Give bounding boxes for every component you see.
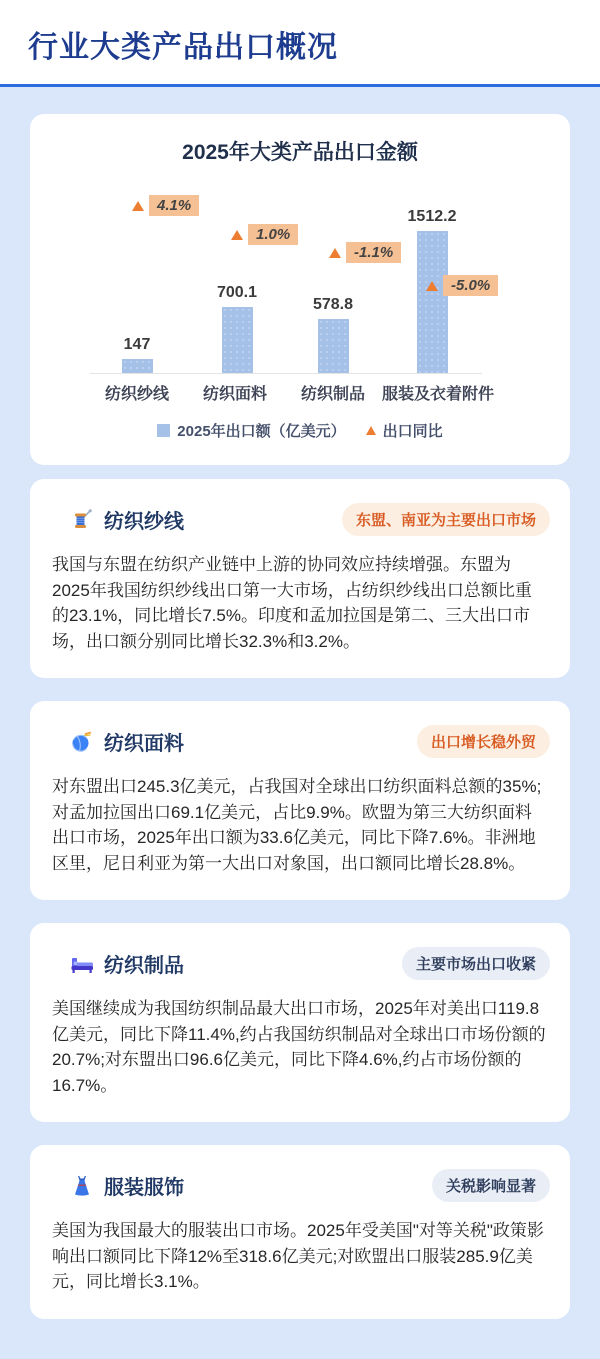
section-card-yarn bbox=[30, 479, 570, 678]
bar-column bbox=[107, 336, 167, 373]
chart-card bbox=[30, 114, 570, 465]
bar-swatch-icon bbox=[157, 424, 170, 437]
yoy-marker bbox=[426, 275, 498, 296]
bar-column bbox=[207, 284, 267, 373]
x-axis-label: 纺织纱线 bbox=[104, 386, 169, 403]
section-card-fabric bbox=[30, 701, 570, 900]
up-triangle-icon bbox=[231, 230, 243, 240]
x-axis-labels bbox=[88, 381, 570, 404]
chart-legend bbox=[30, 420, 570, 441]
bar bbox=[417, 231, 448, 373]
bar-value-label: 1512.2 bbox=[407, 208, 457, 225]
bar-value-label: 578.8 bbox=[312, 296, 354, 313]
section-badge: 主要市场出口收紧 bbox=[402, 947, 550, 980]
bar-column bbox=[303, 296, 363, 373]
yoy-badge: -5.0% bbox=[443, 275, 498, 296]
yoy-badge: 4.1% bbox=[149, 195, 199, 216]
bar-value-label: 147 bbox=[123, 336, 151, 353]
page-title: 行业大类产品出口概况 bbox=[28, 31, 338, 64]
legend-label: 2025年出口额（亿美元） bbox=[177, 423, 346, 440]
section-header bbox=[50, 503, 550, 536]
section-card-apparel bbox=[30, 1145, 570, 1319]
yoy-marker bbox=[132, 195, 199, 216]
x-axis-label: 纺织制品 bbox=[300, 386, 365, 403]
bar bbox=[318, 319, 349, 373]
section-badge: 出口增长稳外贸 bbox=[417, 725, 550, 758]
up-triangle-icon bbox=[366, 426, 376, 435]
legend-item bbox=[366, 420, 443, 441]
section-body: 我国与东盟在纺织产业链中上游的协同效应持续增强。东盟为2025年我国纺织纱线出口第一大市场，占纺织纱线出口总额比重的23.1%，同比增长7.5%。印度和孟加拉国是第二、三大出口市场，出口额分别同比增长32.3%和3.2%。 bbox=[52, 555, 532, 651]
section-header bbox=[50, 1169, 550, 1202]
page-header bbox=[0, 0, 600, 84]
section-header bbox=[50, 725, 550, 758]
content-panel bbox=[0, 87, 600, 1359]
legend-item bbox=[157, 420, 345, 441]
dress-icon bbox=[70, 1174, 94, 1198]
section-badge: 东盟、南亚为主要出口市场 bbox=[342, 503, 550, 536]
yarn-ball-icon bbox=[70, 730, 94, 754]
section-badge: 关税影响显著 bbox=[432, 1169, 550, 1202]
section-title: 纺织纱线 bbox=[104, 511, 184, 533]
thread-spool-icon bbox=[70, 508, 94, 532]
section-card-products bbox=[30, 923, 570, 1122]
bed-icon bbox=[70, 952, 94, 976]
up-triangle-icon bbox=[329, 248, 341, 258]
bar-value-label: 700.1 bbox=[216, 284, 258, 301]
x-axis-label: 服装及衣着附件 bbox=[382, 386, 495, 403]
yoy-marker bbox=[329, 242, 401, 263]
legend-label: 出口同比 bbox=[382, 423, 443, 440]
section-body: 美国继续成为我国纺织制品最大出口市场，2025年对美出口119.8亿美元，同比下降11.4%,约占我国纺织制品对全球出口市场份额的20.7%;对东盟出口96.6亿美元，同比下降4.6%,约占市场份额的16.7%。 bbox=[52, 999, 546, 1095]
yoy-badge: 1.0% bbox=[248, 224, 298, 245]
bar-chart bbox=[30, 174, 570, 374]
up-triangle-icon bbox=[132, 201, 144, 211]
x-axis-label: 纺织面料 bbox=[202, 386, 267, 403]
bar bbox=[222, 307, 253, 373]
section-title: 服装服饰 bbox=[104, 1177, 184, 1199]
section-body: 美国为我国最大的服装出口市场。2025年受美国"对等关税"政策影响出口额同比下降12%至318.6亿美元;对欧盟出口服装285.9亿美元，同比增长3.1%。 bbox=[52, 1221, 544, 1291]
chart-title: 2025年大类产品出口金额 bbox=[182, 141, 418, 164]
yoy-badge: -1.1% bbox=[346, 242, 401, 263]
section-title: 纺织面料 bbox=[104, 733, 184, 755]
section-header bbox=[50, 947, 550, 980]
yoy-marker bbox=[231, 224, 298, 245]
up-triangle-icon bbox=[426, 281, 438, 291]
section-body: 对东盟出口245.3亿美元，占我国对全球出口纺织面料总额的35%;对孟加拉国出口69.1亿美元，占比9.9%。欧盟为第三大纺织面料出口市场，2025年出口额为33.6亿美元，同比下降7.6%。非洲地区里，尼日利亚为第一大出口对象国，出口额同比增长28.8%。 bbox=[52, 777, 542, 873]
x-axis-line bbox=[90, 373, 482, 374]
section-title: 纺织制品 bbox=[104, 955, 184, 977]
bar bbox=[122, 359, 153, 373]
